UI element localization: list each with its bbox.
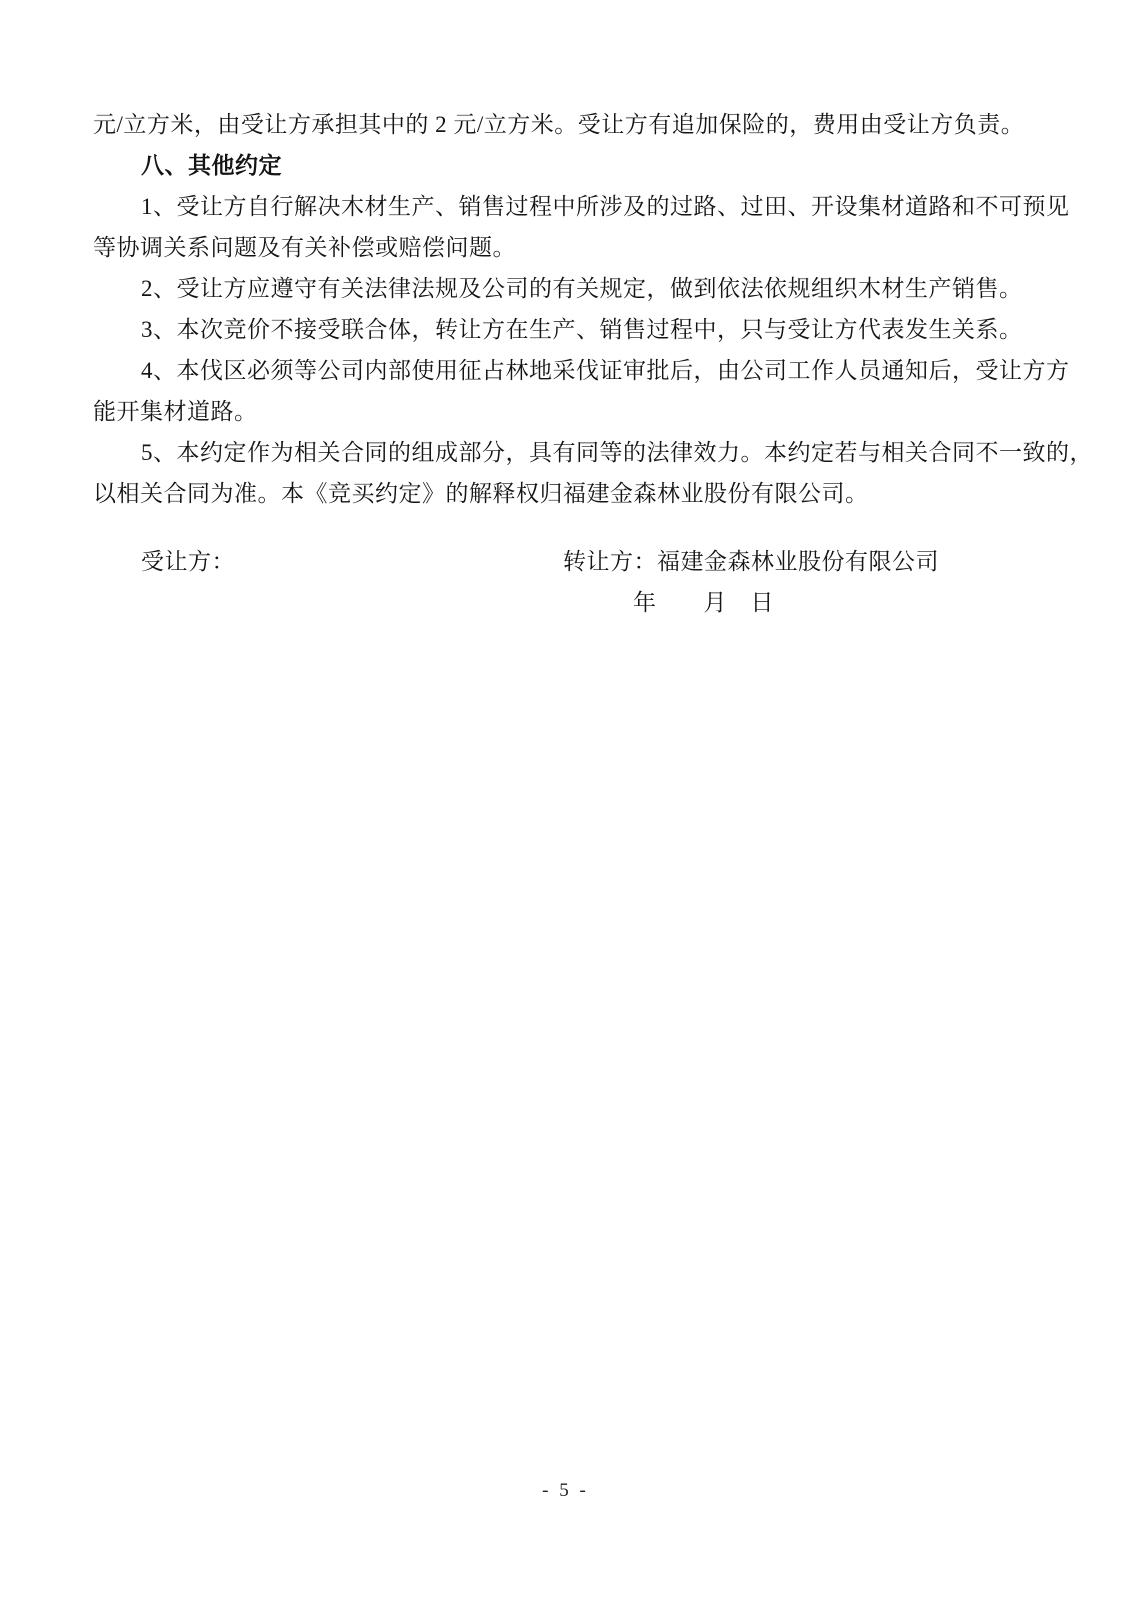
page-number: - 5 - (542, 1480, 589, 1501)
clause-5-line-1: 5、本约定作为相关合同的组成部分，具有同等的法律效力。本约定若与相关合同不一致的， (141, 440, 1093, 465)
clause-1-line-1: 1、受让方自行解决木材生产、销售过程中所涉及的过路、过田、开设集材道路和不可预见 (141, 194, 1070, 219)
document-body (93, 104, 1093, 623)
signature-row (93, 541, 1037, 582)
date-row (93, 582, 1037, 623)
clause-5-line-2: 以相关合同为准。本《竞买约定》的解释权归福建金森林业股份有限公司。 (93, 481, 869, 506)
clause-3-line: 3、本次竞价不接受联合体，转让方在生产、销售过程中，只与受让方代表发生关系。 (141, 317, 1023, 342)
clause-1-line-2: 等协调关系问题及有关补偿或赔偿问题。 (93, 235, 516, 260)
clause-4-line-2: 能开集材道路。 (93, 399, 258, 424)
transferor-signature-label: 转让方：福建金森林业股份有限公司 (563, 549, 939, 574)
date-placeholder: 年 月 日 (633, 590, 774, 615)
body-line-continuation: 元/立方米，由受让方承担其中的 2 元/立方米。受让方有追加保险的，费用由受让方负责。 (93, 112, 1025, 137)
clause-2-line: 2、受让方应遵守有关法律法规及公司的有关规定，做到依法依规组织木材生产销售。 (141, 276, 1023, 301)
transferee-signature-label: 受让方： (141, 549, 235, 574)
section-heading-other-terms: 八、其他约定 (141, 153, 282, 178)
clause-4-line-1: 4、本伐区必须等公司内部使用征占林地采伐证审批后，由公司工作人员通知后，受让方方 (141, 358, 1070, 383)
